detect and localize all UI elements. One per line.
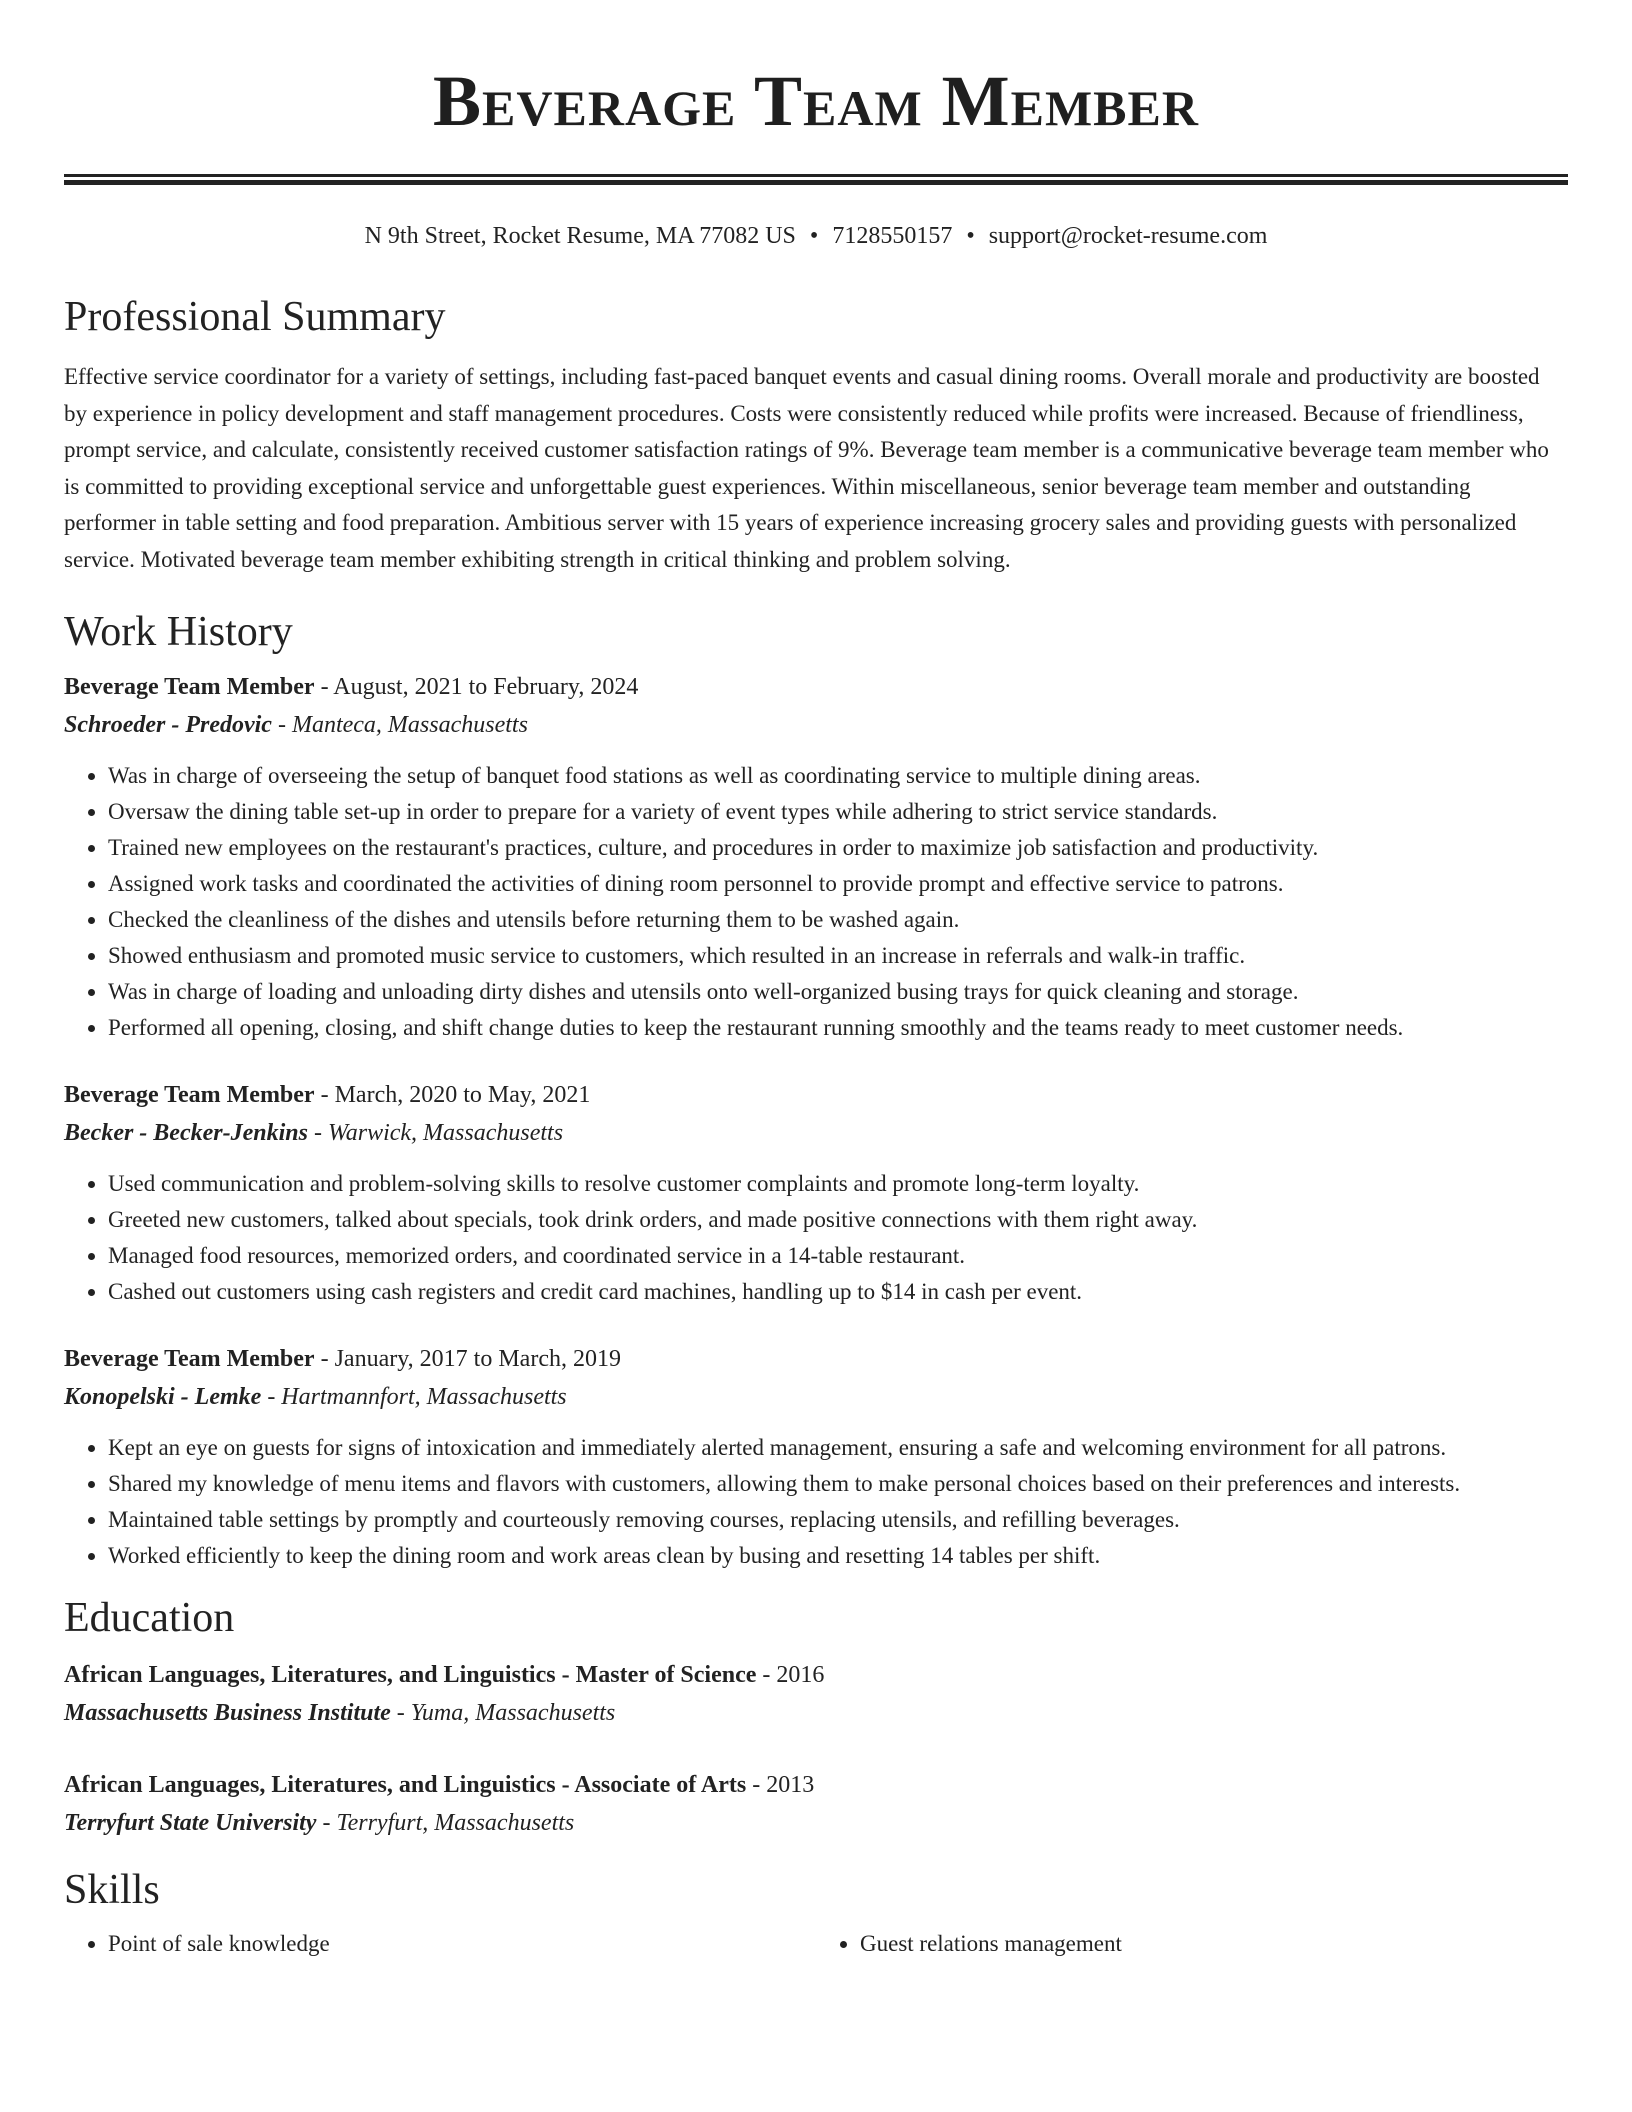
job-bullets: [64, 1430, 1568, 1574]
section-title-education: Education: [64, 1595, 235, 1641]
contact-line: [64, 221, 1568, 251]
contact-address: N 9th Street, Rocket Resume, MA 77082 US: [364, 223, 796, 249]
job-company: Schroeder - Predovic: [64, 712, 272, 738]
job-company-line: [64, 1378, 1568, 1416]
list-item: • Worked efficiently to keep the dining room and work areas clean by busing and resetting 14 tables per shift.: [108, 1538, 1568, 1574]
job-entry: [64, 1076, 1568, 1310]
section-title-summary: Professional Summary: [64, 294, 446, 340]
list-item: • Assigned work tasks and coordinated the activities of dining room personnel to provide prompt and effective service to patrons.: [108, 866, 1568, 902]
education-location: - Terryfurt, Massachusetts: [316, 1810, 575, 1836]
list-item: • Oversaw the dining table set-up in order to prepare for a variety of event types while adhering to strict service standards.: [108, 794, 1568, 830]
job-role: Beverage Team Member: [64, 674, 315, 700]
skills-column-right: [816, 1926, 1568, 1962]
skill-item: • Guest relations management: [860, 1926, 1568, 1962]
job-company-line: [64, 1114, 1568, 1152]
education-year: - 2016: [756, 1662, 825, 1688]
education-degree: African Languages, Literatures, and Linguistics - Master of Science: [64, 1662, 757, 1688]
list-item: • Shared my knowledge of menu items and flavors with customers, allowing them to make personal choices based on their preferences and interests.: [108, 1466, 1568, 1502]
job-company: Konopelski - Lemke: [64, 1384, 262, 1410]
list-item: • Performed all opening, closing, and shift change duties to keep the restaurant running smoothly and the teams ready to meet customer needs.: [108, 1010, 1568, 1046]
list-item: • Used communication and problem-solving skills to resolve customer complaints and promote long-term loyalty.: [108, 1166, 1568, 1202]
job-dates: - January, 2017 to March, 2019: [314, 1346, 621, 1372]
list-item: • Was in charge of loading and unloading dirty dishes and utensils onto well-organized busing trays for quick cleaning and storage.: [108, 974, 1568, 1010]
contact-email: support@rocket-resume.com: [988, 223, 1268, 249]
header-double-rule: [64, 174, 1568, 185]
list-item: • Kept an eye on guests for signs of intoxication and immediately alerted management, ensuring a safe and welcoming environment for all patrons.: [108, 1430, 1568, 1466]
job-heading: [64, 668, 1568, 706]
job-company-line: [64, 706, 1568, 744]
skills-grid: [64, 1926, 1568, 1962]
section-title-work-history: Work History: [64, 609, 293, 655]
job-entry: [64, 1340, 1568, 1574]
contact-phone: 7128550157: [832, 223, 953, 249]
education-year: - 2013: [746, 1772, 815, 1798]
contact-separator: •: [966, 223, 975, 249]
list-item: • Managed food resources, memorized orders, and coordinated service in a 14-table restaurant.: [108, 1238, 1568, 1274]
job-heading: [64, 1340, 1568, 1378]
job-location: - Warwick, Massachusetts: [307, 1120, 564, 1146]
list-item: • Trained new employees on the restaurant's practices, culture, and procedures in order to maximize job satisfaction and productivity.: [108, 830, 1568, 866]
skill-item: • Point of sale knowledge: [108, 1926, 816, 1962]
education-school: Terryfurt State University: [64, 1810, 317, 1836]
education-school-line: [64, 1804, 1568, 1842]
job-dates: - March, 2020 to May, 2021: [314, 1082, 591, 1108]
education-school: Massachusetts Business Institute: [64, 1700, 391, 1726]
job-entry: [64, 668, 1568, 1046]
list-item: • Greeted new customers, talked about specials, took drink orders, and made positive connections with them right away.: [108, 1202, 1568, 1238]
list-item: • Was in charge of overseeing the setup of banquet food stations as well as coordinating service to multiple dining areas.: [108, 758, 1568, 794]
education-school-line: [64, 1694, 1568, 1732]
education-entry: [64, 1766, 1568, 1842]
skills-column-left: [64, 1926, 816, 1962]
education-degree: African Languages, Literatures, and Linguistics - Associate of Arts: [64, 1772, 747, 1798]
job-location: - Hartmannfort, Massachusetts: [261, 1384, 567, 1410]
job-bullets: [64, 758, 1568, 1046]
list-item: • Cashed out customers using cash registers and credit card machines, handling up to $14 in cash per event.: [108, 1274, 1568, 1310]
education-heading: [64, 1766, 1568, 1804]
job-company: Becker - Becker-Jenkins: [64, 1120, 308, 1146]
section-title-skills: Skills: [64, 1867, 160, 1913]
list-item: • Showed enthusiasm and promoted music service to customers, which resulted in an increase in referrals and walk-in traffic.: [108, 938, 1568, 974]
summary-text: Effective service coordinator for a variety of settings, including fast-paced banquet events and casual dining rooms. Overall morale and productivity are boosted by experience in policy development and staff management procedures. Costs were consistently reduced while profits were increased. Because of friendliness, prompt service, and calculate, consistently received customer satisfaction ratings of 9%. Beverage team member is a communicative beverage team member who is committed to providing exceptional service and unforgettable guest experiences. Within miscellaneous, senior beverage team member and outstanding performer in table setting and food preparation. Ambitious server with 15 years of experience increasing grocery sales and providing guests with personalized service. Motivated beverage team member exhibiting strength in critical thinking and problem solving.: [64, 364, 1549, 572]
job-location: - Manteca, Massachusetts: [271, 712, 528, 738]
education-entry: [64, 1656, 1568, 1732]
job-dates: - August, 2021 to February, 2024: [314, 674, 639, 700]
job-heading: [64, 1076, 1568, 1114]
education-heading: [64, 1656, 1568, 1694]
education-location: - Yuma, Massachusetts: [390, 1700, 616, 1726]
contact-separator: •: [809, 223, 819, 249]
job-bullets: [64, 1166, 1568, 1310]
list-item: • Maintained table settings by promptly and courteously removing courses, replacing utensils, and refilling beverages.: [108, 1502, 1568, 1538]
job-role: Beverage Team Member: [64, 1346, 315, 1372]
list-item: • Checked the cleanliness of the dishes and utensils before returning them to be washed again.: [108, 902, 1568, 938]
job-role: Beverage Team Member: [64, 1082, 315, 1108]
resume-name: Beverage Team Member: [433, 61, 1199, 141]
